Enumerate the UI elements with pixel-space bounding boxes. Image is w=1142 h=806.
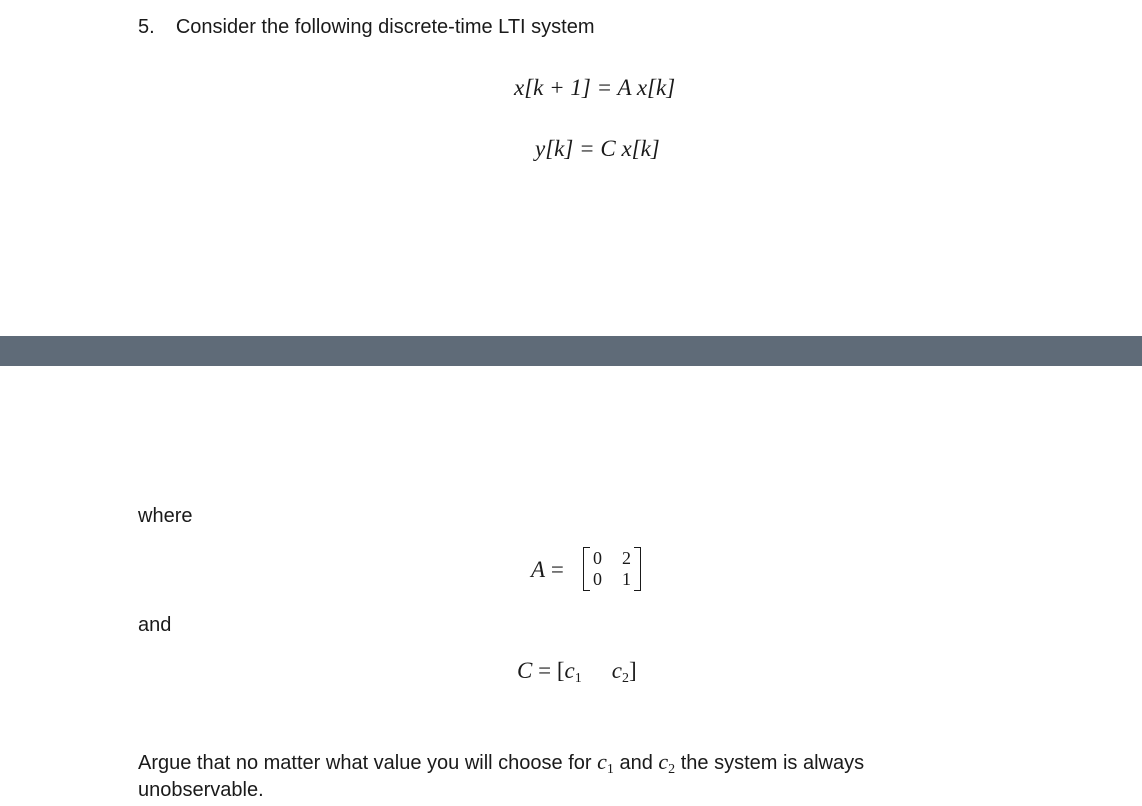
matrix-c-equals: = [538, 658, 552, 683]
matrix-c-open-bracket: [ [556, 658, 565, 683]
matrix-c-name: C [517, 658, 533, 683]
matrix-a-cell-0-1: 2 [622, 548, 631, 568]
output-equation [535, 136, 660, 162]
state-equation-matrix-a: A [617, 75, 632, 100]
question-line-1 [138, 749, 864, 775]
question-c2: $c_2$ [658, 749, 676, 777]
state-equation-lhs: x[k + 1] = [514, 75, 618, 100]
state-equation [514, 75, 675, 101]
question-text-2: and [613, 752, 659, 774]
matrix-a-cell-0-0: 0 [593, 548, 602, 568]
matrix-a-equals: = [550, 557, 564, 582]
question-text-1: Argue that no matter what value you will choose for [138, 752, 598, 774]
question-line-2: unobservable. [138, 779, 264, 801]
output-equation-matrix-c: C [600, 136, 616, 161]
problem-statement [138, 16, 594, 39]
matrix-c-entry-2: $c_2$ [611, 658, 629, 686]
page-separator-band [0, 336, 1142, 366]
matrix-c-equation [517, 658, 637, 684]
question-text-3: the system is always [675, 752, 865, 774]
matrix-a-cell-1-1: 1 [622, 569, 631, 589]
and-label: and [138, 614, 172, 636]
matrix-c-entry-1: $c_1$ [564, 658, 582, 686]
output-equation-lhs: y[k] = [535, 136, 601, 161]
matrix-a [583, 545, 641, 593]
problem-intro: Consider the following discrete-time LTI system [175, 16, 595, 38]
question-c1: $c_1$ [597, 749, 614, 777]
where-label: where [138, 505, 193, 527]
matrix-a-cell-1-0: 0 [593, 569, 602, 589]
matrix-a-left-bracket [583, 547, 590, 591]
matrix-a-lhs [531, 557, 564, 583]
problem-number: 5. [138, 16, 155, 38]
matrix-c-close-bracket: ] [628, 658, 637, 683]
matrix-a-name: A [531, 557, 546, 582]
matrix-a-right-bracket [634, 547, 641, 591]
output-equation-state: x[k] [615, 136, 660, 161]
state-equation-state: x[k] [631, 75, 676, 100]
